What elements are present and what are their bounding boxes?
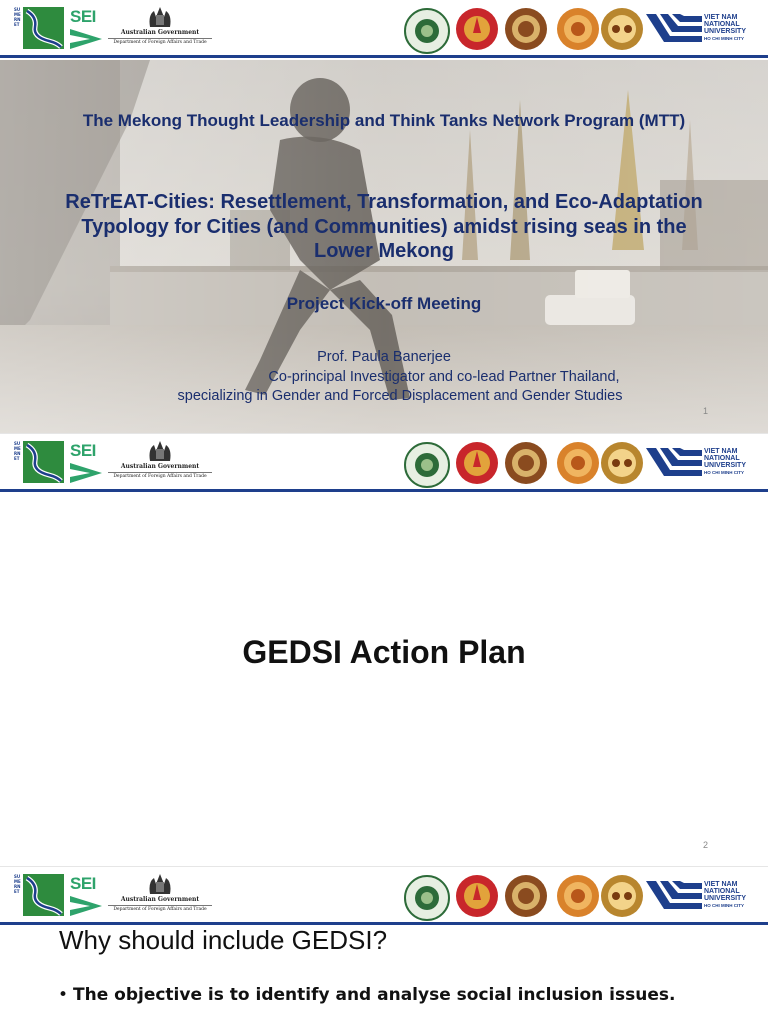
vnu-city: HO CHI MINH CITY (704, 470, 744, 475)
red-seal-icon (456, 442, 498, 484)
aus-gov-line-2: Department of Foreign Affairs and Trade (108, 905, 212, 912)
logo-bar-divider (0, 55, 768, 58)
university-seal-green (404, 875, 450, 921)
sei-logo (70, 7, 102, 49)
sumernet-logo (14, 874, 64, 916)
sumernet-logo-text: SUMERNET (14, 441, 21, 461)
university-seal-orange (557, 875, 599, 917)
university-seal-gold (601, 875, 643, 917)
brown-seal-icon (505, 442, 547, 484)
australian-government-logo (108, 5, 212, 51)
sei-logo-text: SEI (70, 874, 96, 893)
vnu-name (704, 881, 764, 902)
logo-bar (0, 867, 768, 925)
university-seal-gold (601, 442, 643, 484)
page-number: 2 (703, 840, 709, 850)
vnu-line-2: NATIONAL (704, 21, 740, 28)
vnu-line-1: VIET NAM (704, 881, 738, 888)
university-seal-red (456, 442, 498, 484)
orange-seal-icon (557, 442, 599, 484)
coat-of-arms-icon (146, 5, 174, 29)
vnu-name (704, 448, 764, 469)
vnu-line-1: VIET NAM (704, 14, 738, 21)
vnu-line-3: UNIVERSITY (704, 895, 747, 902)
sumernet-river-icon (23, 441, 64, 483)
sei-triangle-icon (70, 29, 102, 49)
university-seal-orange (557, 8, 599, 50)
vnu-line-3: UNIVERSITY (704, 28, 747, 35)
australian-government-logo (108, 439, 212, 485)
slide-title: GEDSI Action Plan (242, 634, 526, 670)
program-name: The Mekong Thought Leadership and Think Tanks Network Program (MTT) (82, 111, 686, 130)
sei-triangle-icon (70, 463, 102, 483)
logo-bar-divider (0, 489, 768, 492)
aus-gov-line-1: Australian Government (120, 463, 200, 470)
slide-heading: Why should include GEDSI? (59, 925, 388, 955)
sei-logo-text: SEI (70, 441, 96, 460)
orange-seal-icon (557, 8, 599, 50)
vnu-line-1: VIET NAM (704, 448, 738, 455)
university-seal-gold (601, 8, 643, 50)
sumernet-logo (14, 7, 64, 49)
bullet-list (58, 985, 738, 1006)
vnu-city: HO CHI MINH CITY (704, 36, 744, 41)
aus-gov-line-2: Department of Foreign Affairs and Trade (108, 38, 212, 45)
university-seal-red (456, 8, 498, 50)
presenter-name: Prof. Paula Banerjee (317, 349, 451, 365)
logo-bar (0, 0, 768, 58)
university-seal-orange (557, 442, 599, 484)
aus-gov-line-1: Australian Government (120, 896, 200, 903)
university-seal-green (404, 8, 450, 54)
vnu-wave-icon (646, 879, 702, 913)
aus-gov-line-2: Department of Foreign Affairs and Trade (108, 472, 212, 479)
sei-logo (70, 874, 102, 916)
gold-seal-icon (601, 8, 643, 50)
vnu-line-2: NATIONAL (704, 455, 740, 462)
vnu-hcm-logo (646, 879, 758, 913)
sumernet-logo-text: SUMERNET (14, 7, 21, 27)
project-title: ReTrEAT-Cities: Resettlement, Transformation, and Eco-Adaptation Typology for Cities (and Communities) amidst rising seas in the Lower Mekong (65, 191, 703, 262)
university-seal-red (456, 875, 498, 917)
presenter-block (0, 348, 768, 407)
slide-3 (0, 866, 768, 1025)
aus-gov-line-1: Australian Government (120, 29, 200, 36)
vnu-name (704, 14, 764, 35)
university-seal-green (404, 442, 450, 488)
sei-logo-text: SEI (70, 7, 96, 26)
gold-seal-icon (601, 442, 643, 484)
red-seal-icon (456, 8, 498, 50)
red-seal-icon (456, 875, 498, 917)
presenter-role: Co-principal Investigator and co-lead Partner Thailand, (268, 368, 620, 385)
coat-of-arms-icon (146, 439, 174, 463)
orange-seal-icon (557, 875, 599, 917)
brown-seal-icon (505, 8, 547, 50)
vnu-city: HO CHI MINH CITY (704, 903, 744, 908)
slide-2 (0, 433, 768, 867)
coat-of-arms-icon (146, 872, 174, 896)
sumernet-river-icon (23, 874, 64, 916)
bullet-item: • The objective is to identify and analyse social inclusion issues. (58, 985, 738, 1006)
vnu-hcm-logo (646, 446, 758, 480)
university-seal-brown (505, 8, 547, 50)
page-number: 1 (703, 406, 709, 416)
gold-seal-icon (601, 875, 643, 917)
logo-bar (0, 434, 768, 492)
vnu-hcm-logo (646, 12, 758, 46)
sei-triangle-icon (70, 896, 102, 916)
vnu-line-3: UNIVERSITY (704, 462, 747, 469)
sumernet-logo-text: SUMERNET (14, 874, 21, 894)
meeting-name: Project Kick-off Meeting (286, 294, 482, 313)
sei-logo (70, 441, 102, 483)
university-seal-brown (505, 875, 547, 917)
vnu-line-2: NATIONAL (704, 888, 740, 895)
brown-seal-icon (505, 875, 547, 917)
green-seal-icon (406, 10, 448, 52)
presenter-specialization: specializing in Gender and Forced Displacement and Gender Studies (177, 388, 623, 404)
sumernet-logo (14, 441, 64, 483)
sumernet-river-icon (23, 7, 64, 49)
green-seal-icon (406, 877, 448, 919)
australian-government-logo (108, 872, 212, 918)
vnu-wave-icon (646, 446, 702, 480)
vnu-wave-icon (646, 12, 702, 46)
university-seal-brown (505, 442, 547, 484)
green-seal-icon (406, 444, 448, 486)
slide-1 (0, 0, 768, 433)
